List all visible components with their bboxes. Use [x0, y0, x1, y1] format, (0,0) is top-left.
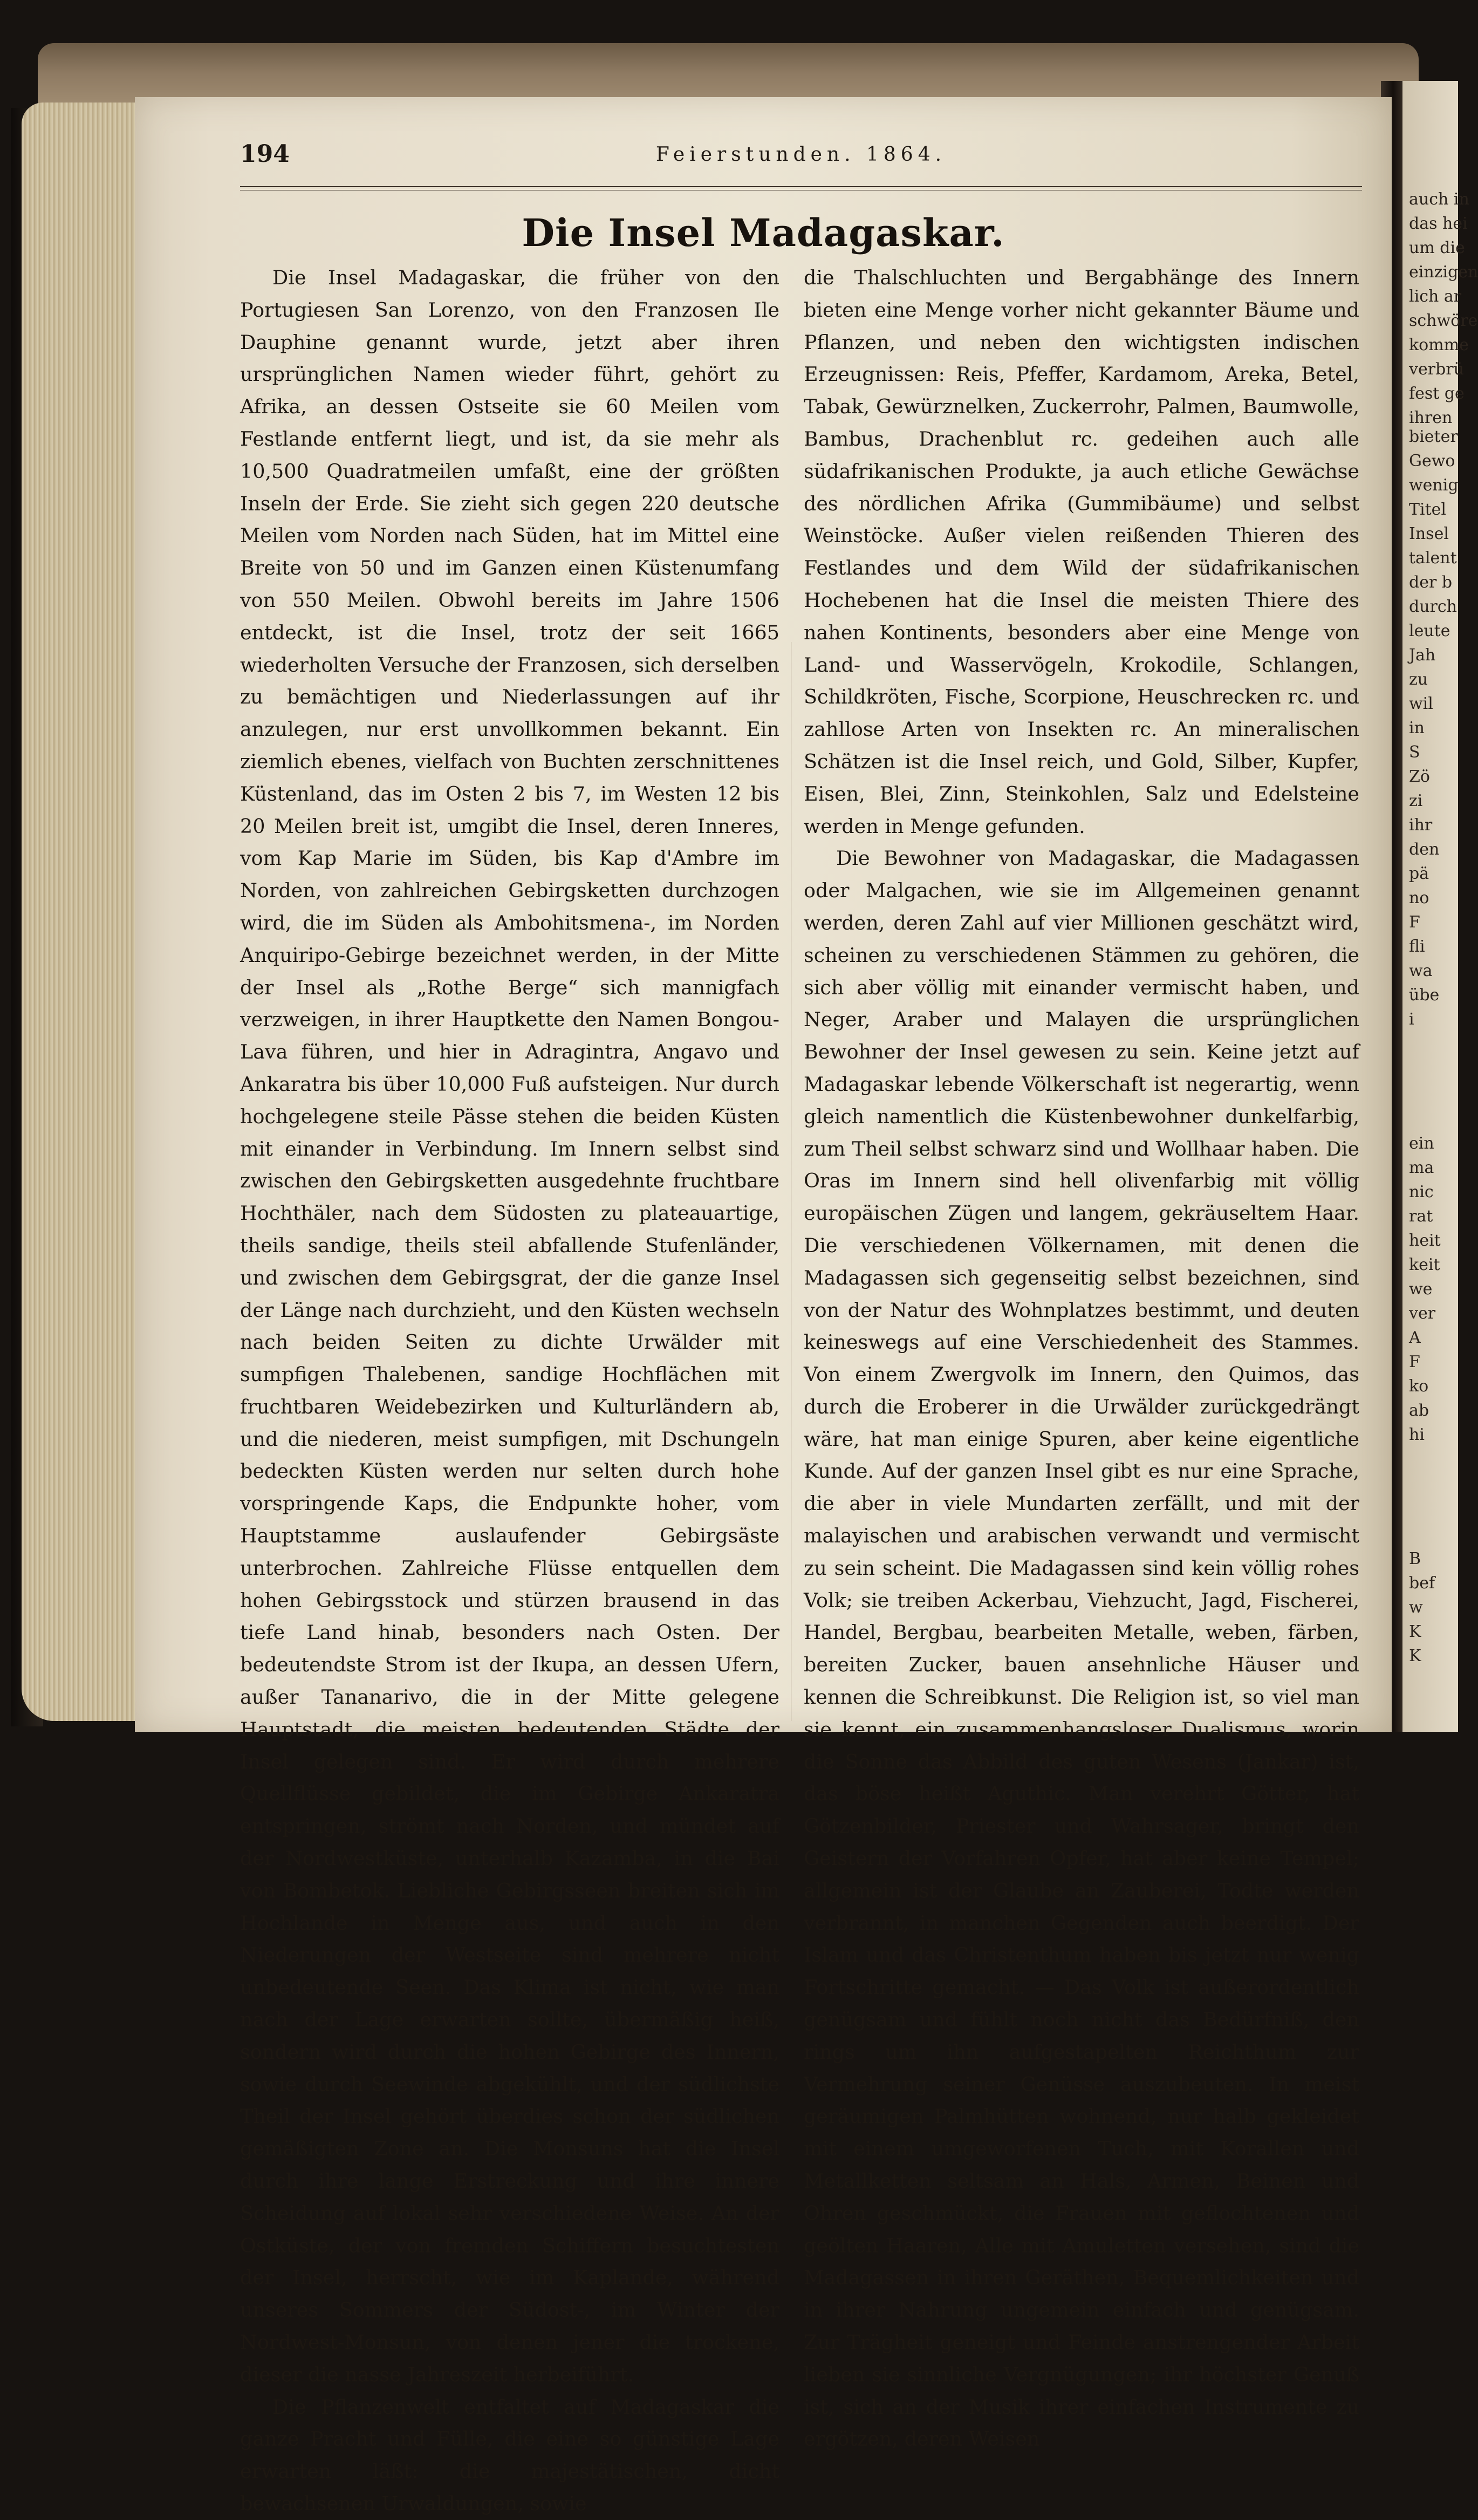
left-column	[240, 262, 779, 2520]
facing-page-text-fragment: verbrü	[1409, 360, 1464, 379]
facing-page-text-fragment: wil	[1409, 694, 1433, 713]
facing-page-text-fragment: K	[1409, 1647, 1421, 1665]
facing-page-text-fragment: we	[1409, 1280, 1433, 1299]
facing-page-text-fragment: talent	[1409, 549, 1457, 568]
page-stack-edge	[22, 103, 140, 1721]
facing-page-text-fragment: ver	[1409, 1304, 1436, 1323]
facing-page-text-fragment: Zö	[1409, 767, 1430, 786]
facing-page-text-fragment: pä	[1409, 864, 1429, 883]
facing-page-text-fragment: Gewo	[1409, 452, 1455, 470]
facing-page-text-fragment: hi	[1409, 1425, 1425, 1444]
facing-page-text-fragment: ihren	[1409, 408, 1453, 427]
facing-page-text-fragment: ihr	[1409, 816, 1433, 835]
paragraph-flora-start: Die Pflanzenwelt entfaltet auf Madagaskar die ganze Pracht und Fülle, die eine so günstige Lage erwarten läßt: die majestätischen, dicht bewachsenen Urwaldungen, sowie	[240, 2395, 779, 2515]
page-header	[240, 140, 1362, 178]
facing-page-text-fragment: fest ge	[1409, 384, 1465, 403]
facing-page-text-fragment: zu	[1409, 670, 1428, 689]
facing-page-text-fragment: schwöre	[1409, 311, 1478, 330]
facing-page-text-fragment: S	[1409, 743, 1420, 762]
paragraph-geography: Die Insel Madagaskar, die früher von den Portugiesen San Lorenzo, von den Franzosen Ile Dauphine genannt wurde, jetzt aber ihren ursprünglichen Namen wieder führt, gehört zu Afrika, an dessen Ostseite sie 60 Meilen vom Festlande entfernt liegt, und ist, da sie mehr als 10,500 Quadratmeilen umfaßt, eine der größten Inseln der Erde. Sie zieht sich gegen 220 deutsche Meilen vom Norden nach Süden, hat im Mittel eine Breite von 50 und im Ganzen einen Küstenumfang von 550 Meilen. Obwohl bereits im Jahre 1506 entdeckt, ist die Insel, trotz der seit 1665 wiederholten Versuche der Franzosen, sich derselben zu bemächtigen und Niederlassungen auf ihr anzulegen, nur erst unvollkommen bekannt. Ein ziemlich ebenes, vielfach von Buchten zerschnittenes Küstenland, das im Osten 2 bis 7, im Westen 12 bis 20 Meilen breit ist, umgibt die Insel, deren Inneres, vom Kap Marie im Süden, bis Kap d'Ambre im Norden, von zahlreichen Gebirgsketten durchzogen wird, die im Süden als Ambohitsmena-, im Norden Anquiripo-Gebirge bezeichnet werden, in der Mitte der Insel als „Rothe Berge“ sich mannigfach verzweigen, in ihrer Hauptkette den Namen Bongou-Lava führen, und hier in Adragintra, Angavo und Ankaratra bis über 10,000 Fuß aufsteigen. Nur durch hochgelegene steile Pässe stehen die beiden Küsten mit einander in Verbindung. Im Innern selbst sind zwischen den Gebirgsketten ausgedehnte fruchtbare Hochthäler, nach dem Südosten zu plateauartige, theils sandige, theils steil abfallende Stufenländer, und zwischen dem Gebirgsgrat, der die ganze Insel der Länge nach durchzieht, und den Küsten wechseln nach beiden Seiten zu dichte Urwälder mit sumpfigen Thalebenen, sandige Hochflächen mit fruchtbaren Weidebezirken und Kulturländern ab, und die niederen, meist sumpfigen, mit Dschungeln bedeckten Küsten werden nur selten durch hohe vorspringende Kaps, die Endpunkte hoher, vom Hauptstamme auslaufender Gebirgsäste unterbrochen. Zahlreiche Flüsse entquellen dem hohen Gebirgsstock und stürzen brausend in das tiefe Land hinab, besonders nach Osten. Der bedeutendste Strom ist der Ikupa, an dessen Ufern, außer Tananarivo, die in der Mitte gelegene Hauptstadt, die meisten bedeutenden Städte der Insel gelegen sind. Er wird durch mehrere Quellflüsse gebildet, die im Gebirge Ankaratra entspringen, strömt nach Norden, und mündet auf der Nordwestküste, unterhalb Kazamba, in die Bai von Bombetok. Liebliche Gebirgsseen breiten sich im Hochlande in Menge aus, und auch in den Niederungen der Westseite sind mehrere nicht unbedeutende Seen. Das Klima ist nicht, wie man nach der Lage erwarten sollte, übermäßig heiß, sondern wird durch die hohen Gebirge des Innern, sowie durch Seewinde abgekühlt, und der südlichste Theil der Insel gehört überdies schon der südlichen gemäßigten Zone an. Die Monsuns hat die Insel durch ihre lange Erstreckung und ihre innere Scheidung auf lokal sehr verschiedene Weise. An der Ostküste, der von fremden Schiffern besuchtesten der Insel, herrscht, wie im Kaplande, während unseres Sommers der Südost-, im Winter der Nordwest-Monsun, von denen jener die trockene, dieser die nasse Jahreszeit herbeiführt.	[240, 266, 779, 2386]
facing-page-text-fragment: auch in	[1409, 190, 1469, 209]
facing-page-text-fragment: heit	[1409, 1231, 1441, 1250]
facing-page-text-fragment: komme	[1409, 336, 1469, 354]
facing-page-text-fragment: durch	[1409, 597, 1457, 616]
right-column	[804, 262, 1359, 2455]
header-rule	[240, 186, 1362, 190]
facing-page-text-fragment: B	[1409, 1549, 1421, 1568]
facing-page-text-fragment: ko	[1409, 1377, 1429, 1396]
facing-page-text-fragment: i	[1409, 1010, 1414, 1029]
facing-page-text-fragment: bieter	[1409, 427, 1458, 446]
facing-page-text-fragment: nic	[1409, 1183, 1434, 1201]
facing-page-text-fragment: das hei	[1409, 214, 1468, 233]
facing-page-text-fragment: F	[1409, 913, 1420, 932]
facing-page-text-fragment: zi	[1409, 791, 1423, 810]
facing-page-text-fragment: A	[1409, 1328, 1421, 1347]
facing-page-text-fragment: in	[1409, 719, 1425, 737]
facing-page-text-fragment: rat	[1409, 1207, 1433, 1226]
facing-page-text-fragment: keit	[1409, 1255, 1440, 1274]
article-title: Die Insel Madagaskar.	[522, 210, 1005, 255]
facing-page-text-fragment: bef	[1409, 1574, 1435, 1593]
facing-page-text-fragment: w	[1409, 1598, 1423, 1617]
facing-page-text-fragment: no	[1409, 889, 1429, 907]
facing-page-text-fragment: den	[1409, 840, 1440, 859]
facing-page-text-fragment: um die	[1409, 238, 1465, 257]
page-number: 194	[240, 140, 290, 168]
facing-page-text-fragment: übe	[1409, 986, 1440, 1005]
paragraph-flora-cont: die Thalschluchten und Bergabhänge des Innern bieten eine Menge vorher nicht gekannter Bäume und Pflanzen, und neben den wichtigsten indischen Erzeugnissen: Reis, Pfeffer, Kardamom, Areka, Betel, Tabak, Gewürznelken, Zuckerrohr, Palmen, Baumwolle, Bambus, Drachenblut rc. gedeihen auch alle südafrikanischen Produkte, ja auch etliche Gewächse des nördlichen Afrika (Gummibäume) und selbst Weinstöcke. Außer vielen reißenden Thieren des Festlandes und dem Wild der südafrikanischen Hochebenen hat die Insel die meisten Thiere des nahen Kontinents, besonders aber eine Menge von Land- und Wasservögeln, Krokodile, Schlangen, Schildkröten, Fische, Scorpione, Heuschrecken rc. und zahllose Arten von Insekten rc. An mineralischen Schätzen ist die Insel reich, und Gold, Silber, Kupfer, Eisen, Blei, Zinn, Steinkohlen, Salz und Edelsteine werden in Menge gefunden.	[804, 266, 1359, 838]
book-page	[135, 97, 1392, 2515]
facing-page-text-fragment: wa	[1409, 961, 1433, 980]
facing-page-text-fragment: Insel	[1409, 524, 1449, 543]
facing-page-text-fragment: einzigen	[1409, 263, 1478, 282]
facing-page-text-fragment: F	[1409, 1353, 1420, 1371]
facing-page-text-fragment: leute	[1409, 622, 1450, 640]
facing-page-text-fragment: fli	[1409, 937, 1425, 956]
facing-page-text-fragment: der b	[1409, 573, 1453, 592]
facing-page-text-fragment: ab	[1409, 1401, 1429, 1420]
facing-page-text-fragment: K	[1409, 1622, 1421, 1641]
paragraph-inhabitants: Die Bewohner von Madagaskar, die Madagassen oder Malgachen, wie sie im Allgemeinen genannt werden, deren Zahl auf vier Millionen geschätzt wird, scheinen zu verschiedenen Stämmen zu gehören, die sich aber völlig mit einander vermischt haben, und Neger, Araber und Malayen die ursprünglichen Bewohner der Insel gewesen zu sein. Keine jetzt auf Madagaskar lebende Völkerschaft ist negerartig, wenn gleich namentlich die Küstenbewohner dunkelfarbig, zum Theil selbst schwarz sind und Wollhaar haben. Die Oras im Innern sind hell olivenfarbig mit völlig europäischen Zügen und langem, gekräuseltem Haar. Die verschiedenen Völkernamen, mit denen die Madagassen sich gegenseitig selbst bezeichnen, sind von der Natur des Wohnplatzes bestimmt, und deuten keineswegs auf eine Verschiedenheit des Stammes. Von einem Zwergvolk im Innern, den Quimos, das durch die Eroberer in die Urwälder zurückgedrängt wäre, hat man einige Spuren, aber keine eigentliche Kunde. Auf der ganzen Insel gibt es nur eine Sprache, die aber in viele Mundarten zerfällt, und mit der malayischen und arabischen verwandt und vermischt zu sein scheint. Die Madagassen sind kein völlig rohes Volk; sie treiben Ackerbau, Viehzucht, Jagd, Fischerei, Handel, Bergbau, bearbeiten Metalle, weben, färben, bereiten Zucker, bauen ansehnliche Häuser und kennen die Schreibkunst. Die Religion ist, so viel man sie kennt, ein zusammenhangsloser Dualismus, worin die Sonne das Abbild des guten Wesens (Jankar) ist, das böse heißt Aguthic. Man verehrt Götter, hat Götzenbilder, Priester und Wahrsager, bringt den Geistern der Vorfahren Opfer, hat aber keine Tempel; allgemein ist der Glaube an Zauberei, Todte werden verbrannt, in manchen Gegenden auch beerdigt. Der Islam und das Christenthum haben bis jetzt nur wenig Fortschritte gemacht. — Das Volk ist außerordentlich genügsam und fühlt noch nicht das Bedürfniß, den rings um ihn aufgestapelten Reichthum zur Vermehrung seiner Genüsse auszubeuten. In meist geräumigen Palmhütten wohnend, nur halb gekleidet mit einem umgeworfenen Tuch, mit Korallen und Metallketten seltsam an Hals, Armen, Beinen und Ohren geschmückt, die Frauen mit geflochtenen und geölten Haaren, Alle mit Amuletten versehen, sind die Madagassen in ihren Geräthen, Bequemlichkeiten und in ihrer Nahrung ungemein einfach und genügsam. Zur Trägheit geneigt und Feinde anstrengender Arbeit lieben sie sinnliche Vergnügungen; ihr höchster Genuß ist, sich an der Musik ihrer einfachen Instrumente zu ergötzen, deren Weisen	[804, 846, 1359, 2451]
facing-page-text-fragment: ein	[1409, 1134, 1434, 1153]
facing-page-text-fragment: ma	[1409, 1158, 1434, 1177]
facing-page-fragment	[1402, 81, 1478, 1732]
facing-page-text-fragment: lich ar	[1409, 287, 1462, 306]
facing-page-text-fragment: Titel	[1409, 500, 1447, 519]
facing-page-text-fragment: wenig	[1409, 476, 1459, 495]
running-title: Feierstunden. 1864.	[655, 144, 947, 166]
facing-page-text-fragment: Jah	[1409, 646, 1436, 665]
